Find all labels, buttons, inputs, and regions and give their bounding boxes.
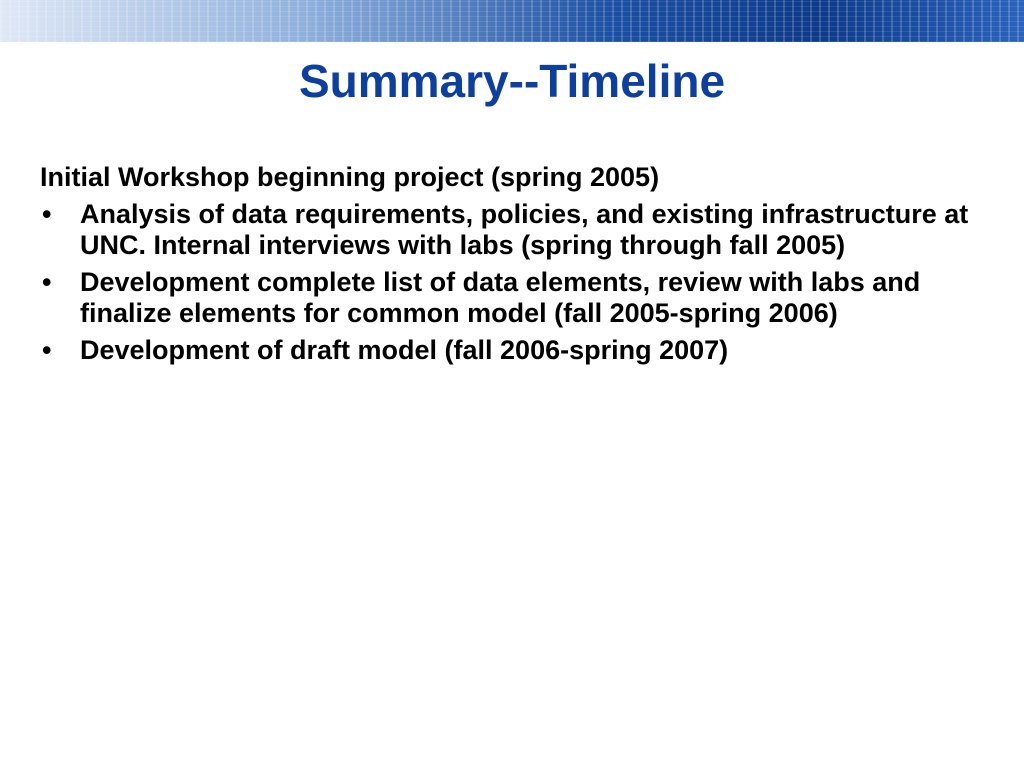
slide-body: [40, 162, 980, 372]
bullet-icon: •: [42, 199, 52, 229]
list-item-text: Analysis of data requirements, policies, and existing infrastructure at UNC. Internal interviews with labs (spring through fall 2005): [80, 199, 969, 260]
bullet-icon: •: [42, 267, 52, 297]
header-banner: [0, 0, 1024, 42]
list-item: [40, 199, 980, 261]
bullet-icon: •: [42, 335, 52, 365]
list-item-text: Development complete list of data elements, review with labs and finalize elements for common model (fall 2005-spring 2006): [80, 267, 921, 328]
slide-title: Summary--Timeline: [298, 55, 726, 107]
list-item: [40, 335, 980, 366]
intro-line: Initial Workshop beginning project (spring 2005): [40, 162, 660, 192]
list-item: [40, 267, 980, 329]
bullet-list: [40, 199, 980, 366]
list-item-text: Development of draft model (fall 2006-spring 2007): [80, 335, 729, 365]
